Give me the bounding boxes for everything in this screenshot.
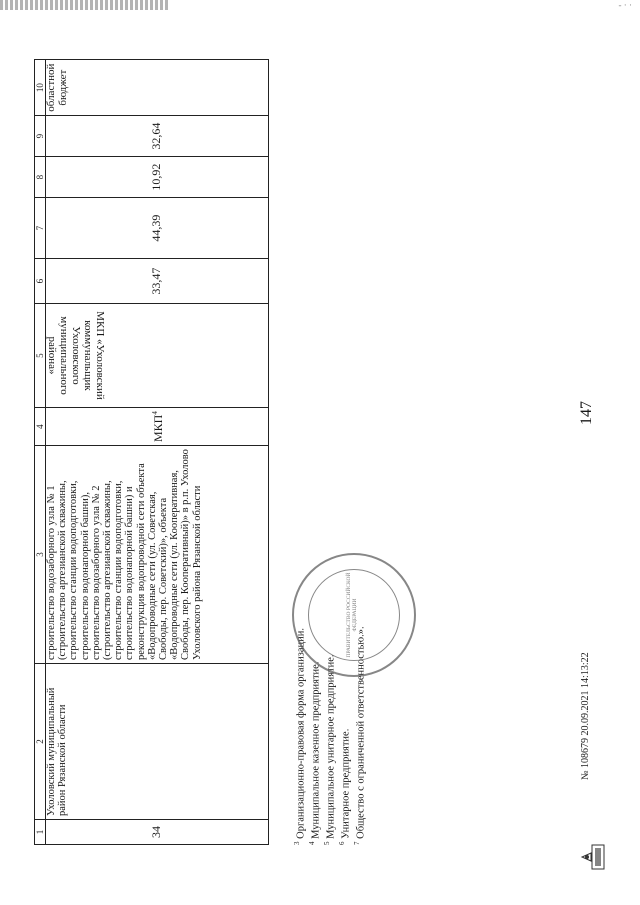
footnote-text: Муниципальное унитарное предприятие.: [325, 654, 337, 839]
header-row: [35, 60, 46, 845]
footnote: [292, 245, 307, 845]
value-col6: 33,47: [46, 259, 269, 304]
corner-mark: - · ·: [618, 0, 632, 10]
value-col8: 10,92: [46, 157, 269, 198]
table-row: [46, 60, 269, 845]
form-footnote: 4: [150, 411, 159, 415]
footnote-mark: 6: [338, 841, 346, 845]
region-cell: Ухоловский муниципальный район Рязанской области: [46, 664, 269, 820]
header-cell: 10: [35, 60, 46, 116]
value-col7: 44,39: [46, 198, 269, 259]
header-cell: 5: [35, 304, 46, 408]
form-cell: [46, 408, 269, 446]
data-table: [34, 59, 269, 845]
footnote-mark: 4: [308, 841, 316, 845]
header-cell: 4: [35, 408, 46, 446]
budget-cell: областной бюджет: [46, 60, 269, 116]
coat-of-arms-icon: [578, 839, 608, 875]
footnote-text: Унитарное предприятие.: [340, 728, 352, 839]
header-cell: 8: [35, 157, 46, 198]
operator-cell: [46, 304, 269, 408]
header-cell: 3: [35, 446, 46, 664]
row-number: 34: [46, 820, 269, 845]
header-cell: 6: [35, 259, 46, 304]
footnote-mark: 5: [323, 841, 331, 845]
header-cell: 7: [35, 198, 46, 259]
official-seal: [292, 553, 416, 677]
footnote-mark: 3: [293, 841, 301, 845]
footnote: [337, 245, 352, 845]
seal-text: ПРАВИТЕЛЬСТВО РОССИЙСКОЙ ФЕДЕРАЦИИ: [346, 572, 358, 658]
footnote: [307, 245, 322, 845]
footnotes: [292, 245, 367, 845]
value-col9: 32,64: [46, 116, 269, 157]
footnote: [352, 245, 367, 845]
page-number: 147: [578, 401, 595, 425]
project-cell: строительство водозаборного узла № 1 (строительство артезианской скважины, строительство станции водоподготовки, строительство водонапорной башни), строительство водозаборного узла № 2 (строительство артезианской скважины, строительство станции водоподготовки, строительство водонапорной башни) и реконструкция водопроводной сети объекта «Водопроводные сети (ул. Советская, Свободы, пер. Советский)», объекта «Водопроводные сети (ул. Кооперативная, Свободы, пер. Кооперативный)» в р.п. Ухолово Ухоловского района Рязанской области: [46, 446, 269, 664]
footnote-text: Организационно-правовая форма организации.: [295, 627, 307, 839]
footnote: [322, 245, 337, 845]
footnote-mark: 7: [353, 841, 361, 845]
footnote-text: Муниципальное казенное предприятие.: [310, 661, 322, 839]
form-label: МКП: [150, 414, 165, 442]
header-cell: 1: [35, 820, 46, 845]
operator-text: МКП «Ухоловский коммунальщик Ухоловского муниципального района»: [46, 311, 106, 400]
document-registration-stamp: № 108679 20.09.2021 14:13:22: [580, 652, 591, 780]
header-cell: 9: [35, 116, 46, 157]
footnote-text: Общество с ограниченной ответственностью.».: [355, 626, 367, 839]
header-cell: 2: [35, 664, 46, 820]
